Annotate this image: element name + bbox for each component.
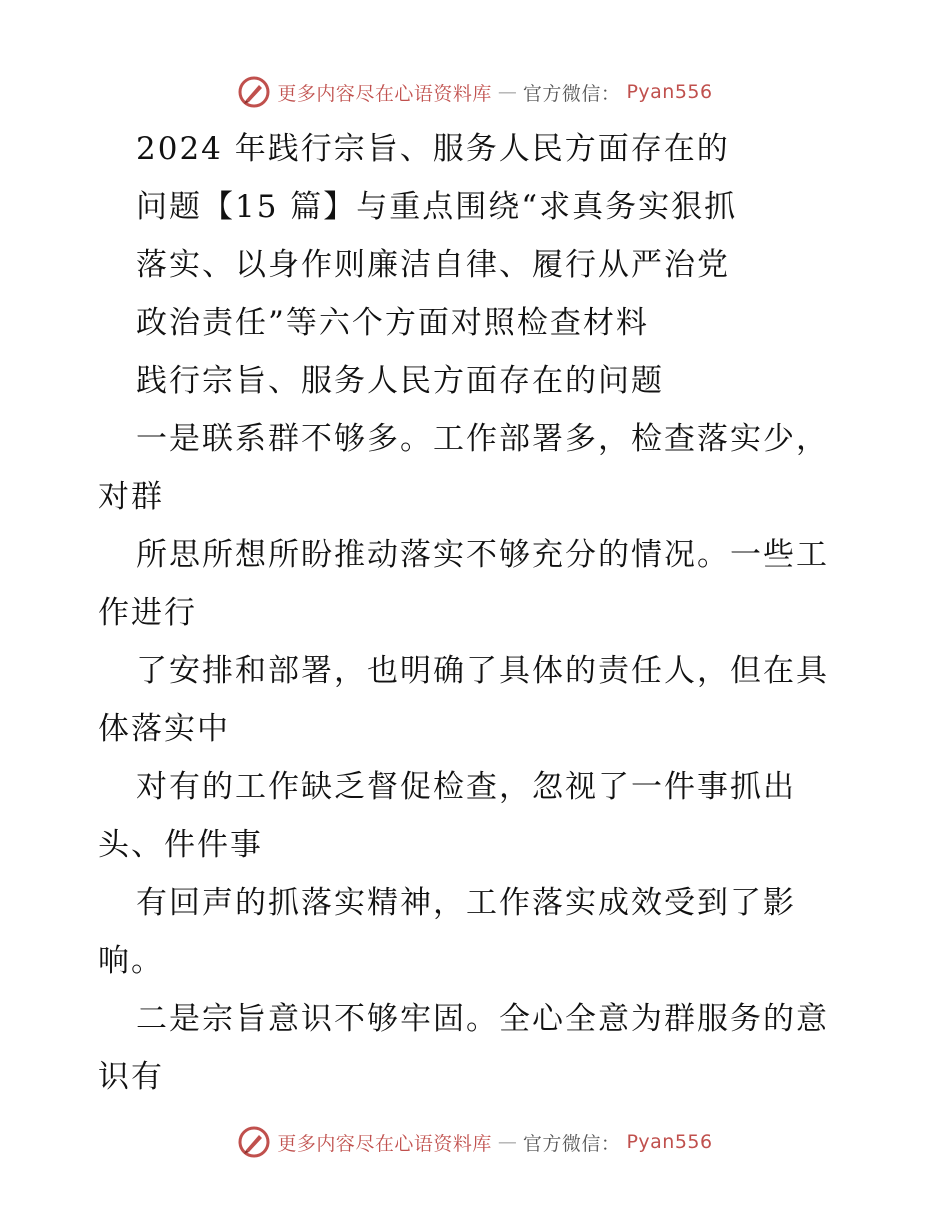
document-body xyxy=(98,120,858,1106)
watermark-wechat-id: Pyan556 xyxy=(626,1131,713,1153)
paragraph-line: 对有的工作缺乏督促检查，忽视了一件事抓出 xyxy=(136,769,796,805)
watermark-separator: — xyxy=(497,81,517,103)
paragraph-line: 体落实中 xyxy=(98,711,230,747)
paragraph-line: 二是宗旨意识不够牢固。全心全意为群服务的意 xyxy=(136,1001,829,1037)
watermark-separator: — xyxy=(497,1131,517,1153)
title-line-1: 2024 年践行宗旨、服务人民方面存在的 xyxy=(136,131,730,167)
watermark-wechat-id: Pyan556 xyxy=(626,81,713,103)
paragraph-line: 有回声的抓落实精神，工作落实成效受到了影 xyxy=(136,885,796,921)
paragraph-line: 作进行 xyxy=(98,595,197,631)
paragraph-line: 了安排和部署，也明确了具体的责任人，但在具 xyxy=(136,653,829,689)
title-line-3: 落实、以身作则廉洁自律、履行从严治党 xyxy=(136,247,730,283)
footer-watermark xyxy=(0,1122,950,1162)
pen-logo-icon xyxy=(237,75,271,109)
paragraph-line: 响。 xyxy=(98,943,164,979)
title-line-4: 政治责任”等六个方面对照检查材料 xyxy=(136,305,649,341)
paragraph-line: 识有 xyxy=(98,1059,164,1095)
watermark-wechat-label: 官方微信： xyxy=(522,82,621,105)
paragraph-line: 对群 xyxy=(98,479,164,515)
header-watermark xyxy=(0,72,950,112)
pen-logo-icon xyxy=(237,1125,271,1159)
watermark-wechat-label: 官方微信： xyxy=(522,1132,621,1155)
watermark-main-text: 更多内容尽在心语资料库 xyxy=(277,1132,492,1155)
paragraph-line: 所思所想所盼推动落实不够充分的情况。一些工 xyxy=(136,537,829,573)
paragraph-line: 一是联系群不够多。工作部署多，检查落实少， xyxy=(136,421,829,457)
title-line-2: 问题【15 篇】与重点围绕“求真务实狠抓 xyxy=(136,189,738,225)
paragraph-line: 头、件件事 xyxy=(98,827,263,863)
watermark-main-text: 更多内容尽在心语资料库 xyxy=(277,82,492,105)
section-heading: 践行宗旨、服务人民方面存在的问题 xyxy=(136,363,664,399)
